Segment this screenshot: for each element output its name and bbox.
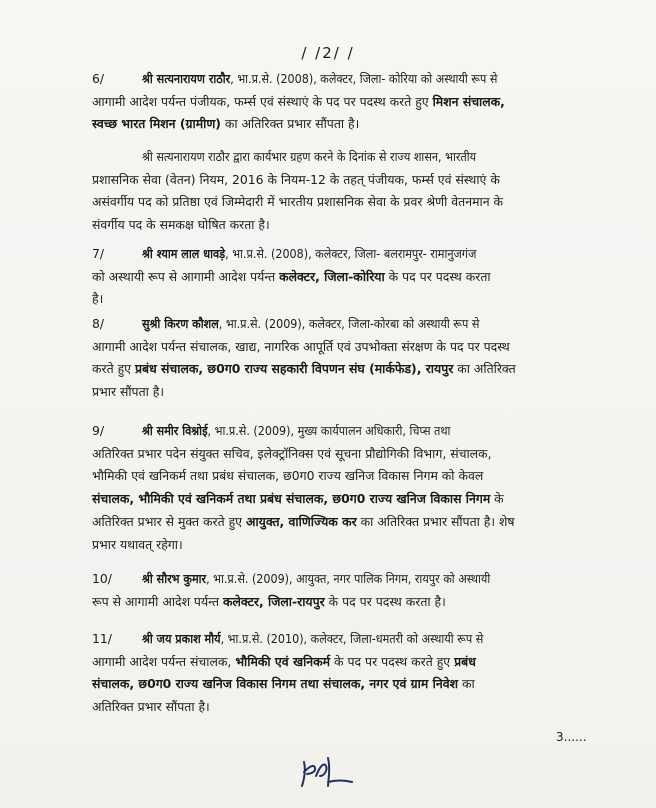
text-span: आगामी आदेश पर्यन्त संचालक, [92,653,236,669]
text-span: है। [92,291,104,307]
text-line [92,360,592,377]
paragraph-number: 8/ [92,316,105,331]
text-span: अतिरिक्त प्रभार सौंपता है। [92,699,210,715]
text-line [92,193,592,210]
text-span: रूप से आगामी आदेश पर्यन्त [92,593,223,609]
text-line [92,653,592,670]
text-line [92,290,592,307]
bold-text: श्री श्याम लाल धावड़े [142,246,226,261]
text-line [92,115,592,132]
text-line [92,593,592,610]
text-line [142,70,592,87]
paragraph-number: 11/ [92,631,112,646]
bold-text: प्रबंध संचालक, छ0ग0 राज्य सहकारी विपणन संघ (मार्कफेड), रायपुर [134,361,454,377]
text-span: , भा.प्र.से. (2009), आयुक्त, नगर पालिक निगम, रायपुर को अस्थायी [206,571,491,586]
text-span: , भा.प्र.से. (2009), कलेक्टर, जिला-कोरबा को अस्थायी रूप से [218,316,480,331]
text-span: के पद पर पदस्थ करता है। [324,593,446,609]
text-span: के पद पर पदस्थ करता [384,268,491,284]
paragraph-number: 6/ [92,71,105,86]
bold-text: श्री जय प्रकाश मौर्य [142,631,221,646]
text-span: को अस्थायी रूप से आगामी आदेश पर्यन्त [92,268,280,284]
continuation-marker: 3...... [556,730,587,744]
text-line [92,536,592,553]
text-line [92,490,592,507]
bold-text: श्री समीर विश्नोई [142,423,208,438]
text-span: , भा.प्र.से. (2008), कलेक्टर, जिला- बलरामपुर- रामानुजगंज [225,246,477,261]
text-line [92,338,592,355]
bold-text: संचालक, छ0ग0 राज्य खनिज विकास निगम तथा संचालक, नगर एवं ग्राम निवेश [92,676,459,692]
text-span: अतिरिक्त प्रभार पदेन संयुक्त सचिव, इलेक्ट्रॉनिक्स एवं सूचना प्रौद्योगिकी विभाग, संचालक, [92,445,492,461]
text-line [142,148,592,165]
text-line [142,422,592,439]
text-line [92,93,592,110]
text-span: का अतिरिक्त प्रभार सौंपता है। [220,116,360,132]
text-line [92,383,592,400]
bold-text: स्वच्छ भारत मिशन (ग्रामीण) [92,116,221,132]
text-span: प्रभार यथावत् रहेगा। [92,536,183,552]
bold-text: आयुक्त, वाणिज्यिक कर [245,513,357,529]
text-line [92,445,592,462]
text-span: , भा.प्र.से. (2008), कलेक्टर, जिला- कोरिया को अस्थायी रूप से [230,71,498,86]
text-span: का अतिरिक्त प्रभार सौंपता है। शेष [356,513,515,529]
text-span: का अतिरिक्त [453,361,516,377]
bold-text: श्री सत्यनारायण राठौर [142,71,231,86]
text-span: संवर्गीय पद के समकक्ष घोषित करता है। [92,217,270,233]
bold-text: भौमिकी एवं खनिकर्म [235,653,331,669]
text-line [142,245,592,262]
text-span: आगामी आदेश पर्यन्त संचालक, खाद्य, नागरिक आपूर्ति एवं उपभोक्ता संरक्षण के पद पर पदस्थ [92,338,510,354]
text-span: आगामी आदेश पर्यन्त पंजीयक, फर्म्स एवं संस्थाएं के पद पर पदस्थ करते हुए [92,93,433,109]
text-span: , भा.प्र.से. (2010), कलेक्टर, जिला-धमतरी को अस्थायी रूप से [220,631,484,646]
bold-text: श्री सौरभ कुमार [142,571,207,586]
text-line [92,698,592,715]
text-span: प्रशासनिक सेवा (वेतन) नियम, 2016 के नियम-12 के तहत् पंजीयक, फर्म्स एवं संस्थाएं के [92,171,500,187]
page-number: / /2/ / [301,44,355,62]
bold-text: मिशन संचालक, [432,93,505,109]
text-span: श्री सत्यनारायण राठौर द्वारा कार्यभार ग्रहण करने के दिनांक से राज्य शासन, भारतीय [142,149,477,164]
bold-text: संचालक, भौमिकी एवं खनिकर्म तथा प्रबंध संचालक, छ0ग0 राज्य खनिज विकास निगम [92,491,491,507]
paragraph-number: 7/ [92,246,105,261]
bold-text: प्रबंध [454,653,476,669]
text-span: के [490,491,504,507]
text-line [92,467,592,484]
text-line [92,513,592,530]
text-span: प्रभार सौंपता है। [92,384,165,400]
text-line [92,171,592,188]
text-span: असंवर्गीय पद को प्रतिष्ठा एवं जिम्मेदारी में भारतीय प्रशासनिक सेवा के प्रवर श्रेणी वेतनमान के [92,194,504,210]
bold-text: सुश्री किरण कौशल [142,316,219,331]
text-span: भौमिकी एवं खनिकर्म तथा प्रबंध संचालक, छ0ग0 राज्य खनिज विकास निगम को केवल [92,468,484,484]
text-span: अतिरिक्त प्रभार से मुक्त करते हुए [92,513,246,529]
paragraph-number: 10/ [92,571,112,586]
text-span: , भा.प्र.से. (2009), मुख्य कार्यपालन अधिकारी, चिप्स तथा [207,423,451,438]
text-span: करते हुए [92,361,135,377]
text-line [142,630,592,647]
text-line [142,315,592,332]
signature-mark [298,752,356,790]
text-span: का [458,676,475,692]
paragraph-number: 9/ [92,423,105,438]
text-line [92,675,592,692]
bold-text: कलेक्टर, जिला-रायपुर [222,593,325,609]
text-span: के पद पर पदस्थ करते हुए [330,653,455,669]
text-line [92,268,592,285]
bold-text: कलेक्टर, जिला-कोरिया [279,268,385,284]
text-line [142,570,592,587]
text-line [92,216,592,233]
